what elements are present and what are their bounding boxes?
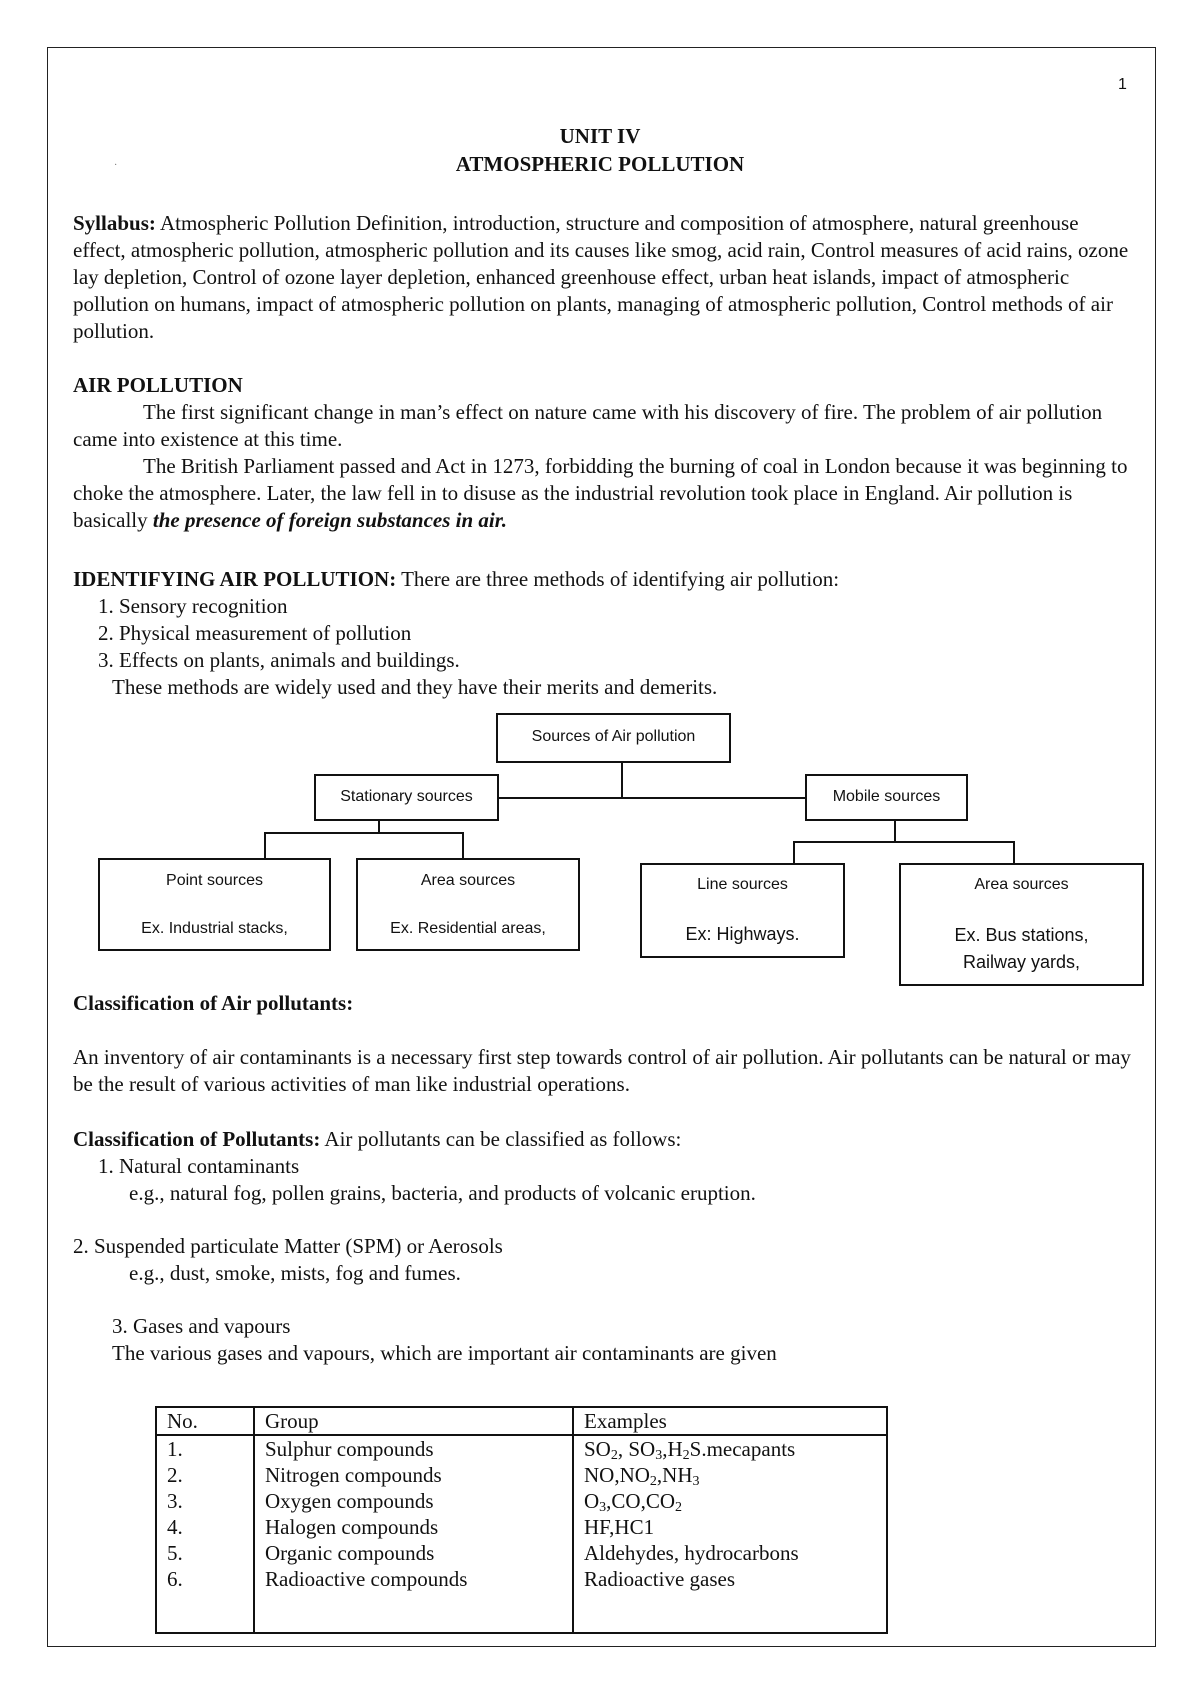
area1-label: Area sources: [420, 872, 516, 889]
area2-label: Area sources: [974, 876, 1069, 893]
cell-no: 4.: [156, 1514, 254, 1540]
line-box: [640, 863, 845, 958]
identifying-closing: These methods are widely used and they have their merits and demerits.: [112, 675, 718, 699]
area2-example1: Ex. Bus stations,: [954, 925, 1089, 945]
connector: [621, 762, 623, 799]
area2-example2: Railway yards,: [962, 952, 1081, 972]
page-number: 1: [1118, 76, 1127, 93]
cell-examples: $NO,NO_2,NH_3$: [573, 1462, 887, 1488]
item2-eg: e.g., dust, smoke, mists, fog and fumes.: [129, 1261, 461, 1285]
item1: 1. Natural contaminants: [98, 1154, 300, 1178]
cell-examples: HF,HC1: [573, 1514, 887, 1540]
line-label: Line sources: [697, 876, 788, 893]
identifying-section: [73, 566, 1133, 701]
mobile-box: [805, 774, 968, 821]
unit-heading: UNIT IV: [559, 124, 641, 148]
page-title: ATMOSPHERIC POLLUTION: [455, 152, 745, 176]
point-example: Ex. Industrial stacks,: [141, 920, 288, 937]
syllabus-paragraph: [73, 210, 1133, 345]
classification-pollutants-section: [73, 1126, 1133, 1367]
syllabus-text: Atmospheric Pollution Definition, introduction, structure and composition of atmosphere, natural greenhouse effect, atmospheric pollution, atmospheric pollution and its causes like smog, acid rain, Control measures of acid rains, ozone lay depletion, Control of ozone layer depletion, enhanced greenhouse effect, urban heat islands, impact of atmospheric pollution on humans, impact of atmospheric pollution on plants, managing of atmospheric pollution, Control methods of air pollution.: [73, 211, 1129, 343]
connector: [462, 832, 464, 859]
area1-example: Ex. Residential areas,: [390, 920, 546, 937]
header-group: Group: [254, 1407, 573, 1435]
line-example: Ex: Highways.: [685, 924, 800, 944]
connector: [1013, 841, 1015, 864]
table-row: [156, 1566, 887, 1592]
table-row: [156, 1540, 887, 1566]
cell-group: Nitrogen compounds: [254, 1462, 573, 1488]
classification-pollutants-heading: Classification of Pollutants:: [73, 1127, 321, 1151]
point-label: Point sources: [166, 872, 263, 889]
cell-no: 6.: [156, 1566, 254, 1592]
stationary-label: Stationary sources: [340, 788, 473, 805]
point-box: [98, 858, 331, 951]
air-pollution-section: [73, 372, 1133, 534]
connector: [498, 797, 806, 799]
cell-group: Oxygen compounds: [254, 1488, 573, 1514]
classification-air-section: [73, 990, 1133, 1098]
air-pollution-para2: [73, 453, 1133, 534]
cell-group: Radioactive compounds: [254, 1566, 573, 1592]
root-label: Sources of Air pollution: [531, 728, 696, 745]
cell-group: Organic compounds: [254, 1540, 573, 1566]
header-no: No.: [156, 1407, 254, 1435]
stray-dot: ·: [114, 160, 118, 171]
identifying-heading: IDENTIFYING AIR POLLUTION:: [73, 567, 397, 591]
cell-group: Sulphur compounds: [254, 1435, 573, 1462]
connector: [264, 832, 266, 859]
table-row: [156, 1435, 887, 1462]
syllabus-label: Syllabus:: [73, 211, 156, 235]
air-pollution-heading: AIR POLLUTION: [73, 373, 243, 397]
air-pollution-para1: The first significant change in man’s effect on nature came with his discovery of fire. The problem of air pollution came into existence at this time.: [73, 400, 1103, 451]
table-blank-row: [156, 1592, 887, 1633]
cell-no: 1.: [156, 1435, 254, 1462]
item2: 2. Suspended particulate Matter (SPM) or Aerosols: [73, 1234, 503, 1258]
cell-no: 3.: [156, 1488, 254, 1514]
table-row: [156, 1514, 887, 1540]
item3-text: The various gases and vapours, which are important air contaminants are given: [112, 1341, 777, 1365]
item1-eg: e.g., natural fog, pollen grains, bacteria, and products of volcanic eruption.: [129, 1181, 756, 1205]
header-examples: Examples: [573, 1407, 887, 1435]
cell-examples: $O_3,CO,CO_2$: [573, 1488, 887, 1514]
identifying-item: 2. Physical measurement of pollution: [98, 621, 412, 645]
classification-air-heading: Classification of Air pollutants:: [73, 991, 354, 1015]
cell-examples: Aldehydes, hydrocarbons: [573, 1540, 887, 1566]
stationary-box: [314, 774, 499, 821]
connector: [793, 841, 795, 864]
identifying-item: 1. Sensory recognition: [98, 594, 288, 618]
para2-text: The British Parliament passed and Act in 1273, forbidding the burning of coal in London because it was beginning to choke the atmosphere. Later, the law fell in to disuse as the industrial revolution took place in England. Air pollution is basically: [73, 454, 1128, 532]
classification-air-text: An inventory of air contaminants is a necessary first step towards control of air pollution. Air pollutants can be natural or may be the result of various activities of man like industrial operations.: [73, 1045, 1131, 1096]
area-box-2: [899, 863, 1144, 986]
identifying-intro: There are three methods of identifying air pollution:: [396, 567, 840, 591]
identifying-item: 3. Effects on plants, animals and buildings.: [98, 648, 460, 672]
cell-no: 2.: [156, 1462, 254, 1488]
connector: [793, 841, 1015, 843]
classification-pollutants-intro: Air pollutants can be classified as follows:: [320, 1127, 682, 1151]
root-box: [496, 713, 731, 763]
para2-emphasis: the presence of foreign substances in air.: [152, 508, 507, 532]
cell-examples: $SO_2$, $SO_3,H_2S.mecapants$: [573, 1435, 887, 1462]
mobile-label: Mobile sources: [832, 788, 941, 805]
table-header-row: [156, 1407, 887, 1435]
cell-group: Halogen compounds: [254, 1514, 573, 1540]
table-row: [156, 1462, 887, 1488]
area-box-1: [356, 858, 580, 951]
item3: 3. Gases and vapours: [112, 1314, 291, 1338]
connector: [264, 832, 464, 834]
cell-examples: Radioactive gases: [573, 1566, 887, 1592]
gases-table: [155, 1406, 888, 1634]
cell-no: 5.: [156, 1540, 254, 1566]
table-row: [156, 1488, 887, 1514]
